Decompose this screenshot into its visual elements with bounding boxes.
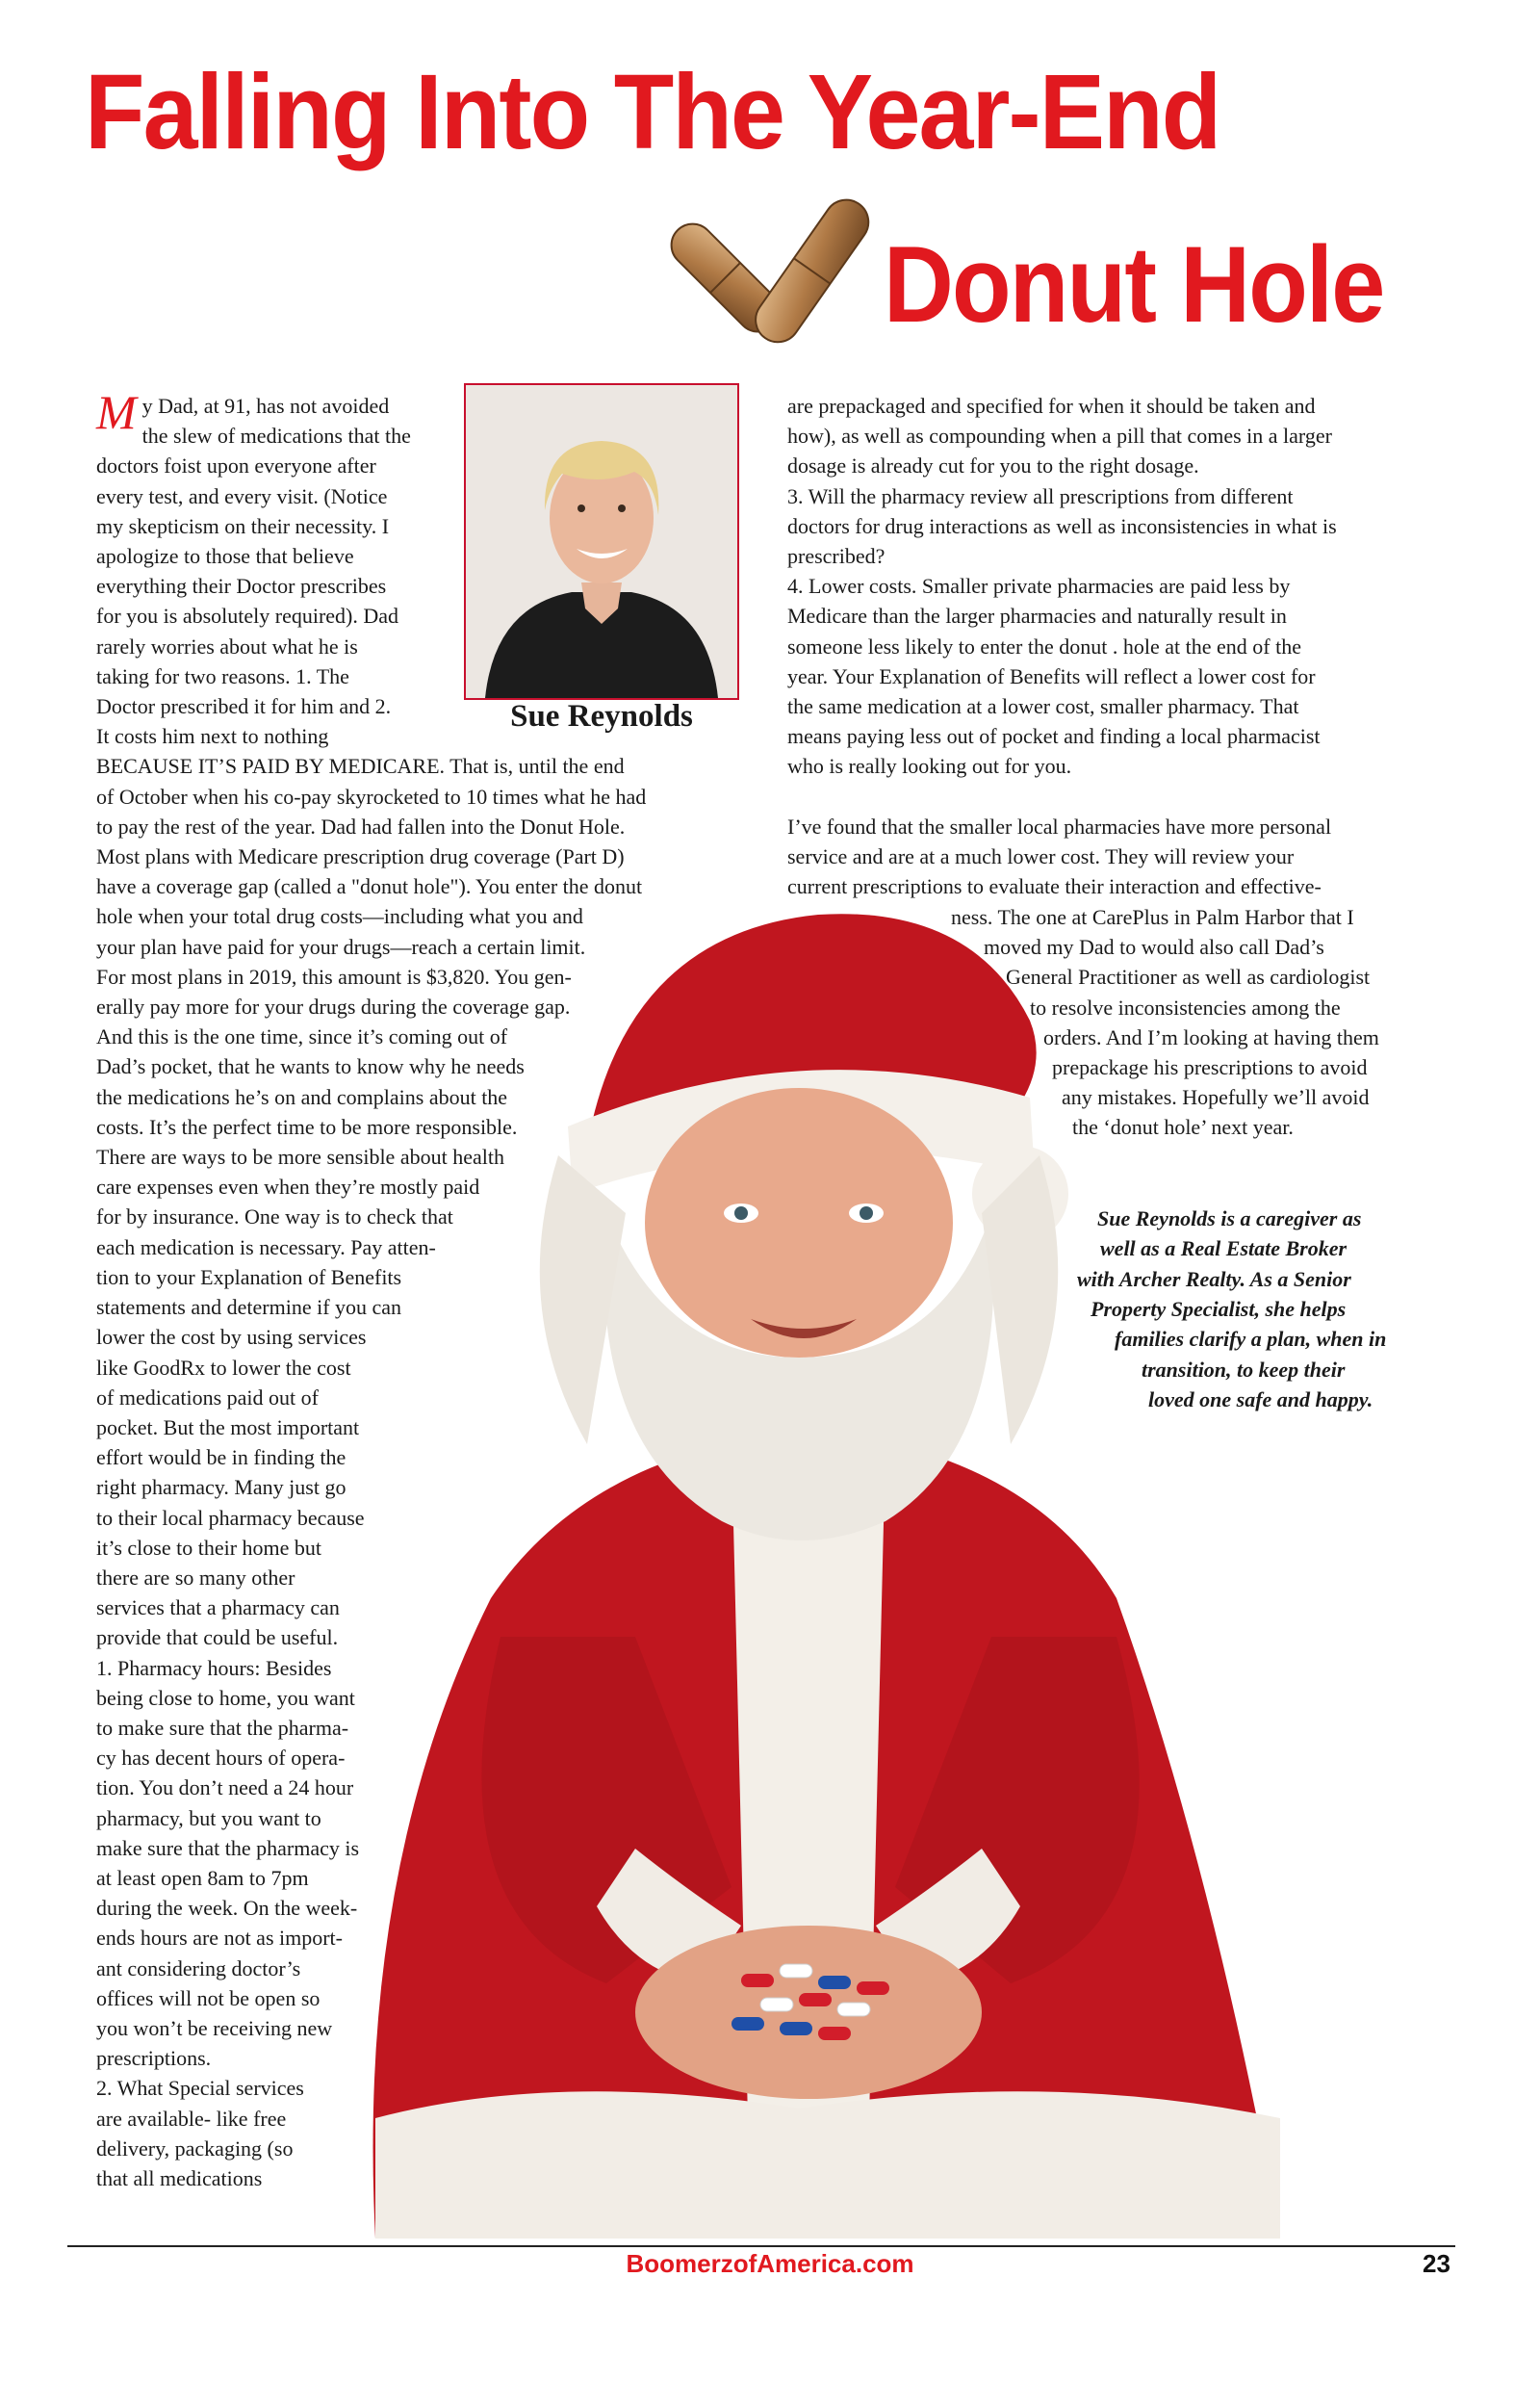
article-text-line: I’ve found that the smaller local pharmacies have more personal bbox=[787, 814, 1332, 839]
article-text-line: lower the cost by using services bbox=[96, 1325, 367, 1350]
article-text-line: orders. And I’m looking at having them bbox=[1043, 1024, 1379, 1049]
article-text-line: And this is the one time, since it’s coming out of bbox=[96, 1024, 508, 1049]
article-text-line: the slew of medications that the bbox=[141, 424, 411, 449]
drop-cap: M bbox=[96, 385, 137, 439]
article-text-line: it’s close to their home but bbox=[96, 1535, 322, 1560]
article-text-line: right pharmacy. Many just go bbox=[96, 1475, 346, 1500]
article-text-line: moved my Dad to would also call Dad’s bbox=[984, 935, 1324, 960]
article-text-line: service and are at a much lower cost. They will review your bbox=[787, 844, 1295, 869]
author-photo-caption: Sue Reynolds bbox=[510, 699, 693, 734]
article-text-line: costs. It’s the perfect time to be more responsible. bbox=[96, 1114, 518, 1139]
article-text-line: year. Your Explanation of Benefits will reflect a lower cost for bbox=[787, 663, 1316, 688]
article-text-line: who is really looking out for you. bbox=[787, 754, 1072, 779]
article-text-line: everything their Doctor prescribes bbox=[96, 574, 387, 599]
article-text-line: 2. What Special services bbox=[96, 2076, 304, 2101]
article-text-line: tion. You don’t need a 24 hour bbox=[96, 1775, 354, 1800]
article-text-line: to make sure that the pharma- bbox=[96, 1715, 349, 1740]
article-title-line2: Donut Hole bbox=[884, 224, 1384, 345]
article-text-line: ends hours are not as import- bbox=[96, 1926, 343, 1951]
article-text-line: It costs him next to nothing bbox=[96, 724, 329, 749]
article-text-line: prescriptions. bbox=[96, 2046, 212, 2071]
article-text-line: Doctor prescribed it for him and 2. bbox=[96, 694, 392, 719]
article-text-line: each medication is necessary. Pay atten- bbox=[96, 1234, 436, 1259]
article-text-line: For most plans in 2019, this amount is $3,820. You gen- bbox=[96, 964, 572, 989]
article-text-line: have a coverage gap (called a "donut hole"). You enter the donut bbox=[96, 874, 643, 899]
article-text-line: being close to home, you want bbox=[96, 1685, 355, 1710]
article-text-line: There are ways to be more sensible about health bbox=[96, 1145, 504, 1170]
article-text-line: 1. Pharmacy hours: Besides bbox=[96, 1655, 332, 1680]
article-text-line: to their local pharmacy because bbox=[96, 1505, 365, 1530]
article-text-line: erally pay more for your drugs during the coverage gap. bbox=[96, 995, 571, 1020]
article-text-line: any mistakes. Hopefully we’ll avoid bbox=[1062, 1085, 1370, 1110]
article-text-line: Dad’s pocket, that he wants to know why he needs bbox=[96, 1054, 525, 1079]
article-text-line: that all medications bbox=[96, 2165, 263, 2190]
article-text-line: to resolve inconsistencies among the bbox=[1030, 995, 1341, 1020]
article-text-line: tion to your Explanation of Benefits bbox=[96, 1264, 402, 1289]
article-text-line: are available- like free bbox=[96, 2106, 287, 2131]
article-text-line: taking for two reasons. 1. The bbox=[96, 663, 349, 688]
article-text-line: offices will not be open so bbox=[96, 1985, 321, 2010]
article-text-line: BECAUSE IT’S PAID BY MEDICARE. That is, until the end bbox=[96, 754, 625, 779]
article-text-line: Most plans with Medicare prescription drug coverage (Part D) bbox=[96, 844, 625, 869]
article-text-line: someone less likely to enter the donut . hole at the end of the bbox=[787, 634, 1301, 659]
article-text-line: every test, and every visit. (Notice bbox=[96, 483, 388, 508]
author-bio-line: transition, to keep their bbox=[1142, 1357, 1346, 1382]
article-text-line: pocket. But the most important bbox=[96, 1414, 360, 1439]
article-text-line: to pay the rest of the year. Dad had fallen into the Donut Hole. bbox=[96, 814, 626, 839]
article-title-line1: Falling Into The Year-End bbox=[85, 53, 1220, 171]
article-text-line: the medications he’s on and complains about the bbox=[96, 1084, 508, 1109]
capsule-pills-image bbox=[664, 188, 895, 351]
author-bio-line: loved one safe and happy. bbox=[1148, 1386, 1373, 1411]
article-text-line: 3. Will the pharmacy review all prescriptions from different bbox=[787, 483, 1294, 508]
article-text-line: apologize to those that believe bbox=[96, 544, 354, 569]
author-bio-line: well as a Real Estate Broker bbox=[1100, 1236, 1348, 1261]
article-text-line: of medications paid out of bbox=[96, 1385, 319, 1410]
article-text-line: for by insurance. One way is to check that bbox=[96, 1204, 453, 1229]
article-text-line: during the week. On the week- bbox=[96, 1896, 358, 1921]
article-text-line: ness. The one at CarePlus in Palm Harbor that I bbox=[951, 905, 1354, 929]
article-text-line: delivery, packaging (so bbox=[96, 2135, 294, 2161]
article-right-column bbox=[787, 391, 1461, 901]
article-left-column bbox=[96, 385, 760, 2193]
author-bio-line: Property Specialist, she helps bbox=[1091, 1296, 1347, 1321]
article-text-line: prepackage his prescriptions to avoid bbox=[1052, 1055, 1368, 1079]
article-text-line: for you is absolutely required). Dad bbox=[96, 604, 399, 629]
footer-site-name: BoomerzofAmerica.com bbox=[626, 2249, 914, 2278]
article-text-line: are prepackaged and specified for when it should be taken and bbox=[787, 394, 1316, 418]
article-text-line: pharmacy, but you want to bbox=[96, 1805, 321, 1830]
article-text-line: of October when his co-pay skyrocketed to 10 times what he had bbox=[96, 784, 647, 809]
article-text-line: dosage is already cut for you to the right dosage. bbox=[787, 453, 1199, 479]
author-bio-line: with Archer Realty. As a Senior bbox=[1077, 1266, 1351, 1291]
article-text-line: like GoodRx to lower the cost bbox=[96, 1355, 351, 1380]
article-text-line: at least open 8am to 7pm bbox=[96, 1865, 309, 1890]
article-text-line: my skepticism on their necessity. I bbox=[96, 513, 390, 538]
article-text-line: y Dad, at 91, has not avoided bbox=[141, 394, 390, 418]
article-text-line: 4. Lower costs. Smaller private pharmacies are paid less by bbox=[787, 574, 1291, 599]
article-text-line: there are so many other bbox=[96, 1565, 295, 1590]
article-text-line: doctors for drug interactions as well as inconsistencies in what is bbox=[787, 513, 1337, 538]
article-text-line: the ‘donut hole’ next year. bbox=[1072, 1115, 1294, 1140]
article-text-line: provide that could be useful. bbox=[96, 1625, 339, 1650]
article-text-line: the same medication at a lower cost, smaller pharmacy. That bbox=[787, 694, 1299, 719]
article-text-line: you won’t be receiving new bbox=[96, 2015, 333, 2040]
footer-divider bbox=[67, 2245, 1455, 2247]
article-text-line: ant considering doctor’s bbox=[96, 1955, 301, 1980]
article-text-line: effort would be in finding the bbox=[96, 1445, 346, 1470]
page-number: 23 bbox=[1423, 2249, 1450, 2278]
article-text-line: doctors foist upon everyone after bbox=[96, 453, 376, 479]
article-text-line: care expenses even when they’re mostly paid bbox=[96, 1175, 480, 1200]
article-text-line: rarely worries about what he is bbox=[96, 634, 358, 659]
article-text-line: hole when your total drug costs—including what you and bbox=[96, 904, 583, 929]
article-text-line: Medicare than the larger pharmacies and naturally result in bbox=[787, 604, 1287, 629]
author-bio-line: Sue Reynolds is a caregiver as bbox=[1097, 1206, 1362, 1230]
article-text-line: prescribed? bbox=[787, 544, 886, 569]
article-text-line: means paying less out of pocket and finding a local pharmacist bbox=[787, 724, 1321, 749]
article-text-line: make sure that the pharmacy is bbox=[96, 1835, 360, 1860]
article-text-line: services that a pharmacy can bbox=[96, 1595, 340, 1620]
article-text-line: statements and determine if you can bbox=[96, 1295, 402, 1320]
article-text-line: current prescriptions to evaluate their interaction and effective- bbox=[787, 874, 1322, 899]
article-text-line: your plan have paid for your drugs—reach a certain limit. bbox=[96, 934, 586, 959]
author-bio-line: families clarify a plan, when in bbox=[1115, 1327, 1387, 1352]
article-text-line: cy has decent hours of opera- bbox=[96, 1746, 346, 1771]
article-text-line: how), as well as compounding when a pill that comes in a larger bbox=[787, 424, 1332, 449]
article-text-line: General Practitioner as well as cardiologist bbox=[1006, 965, 1371, 990]
article-text-line bbox=[787, 782, 1461, 812]
